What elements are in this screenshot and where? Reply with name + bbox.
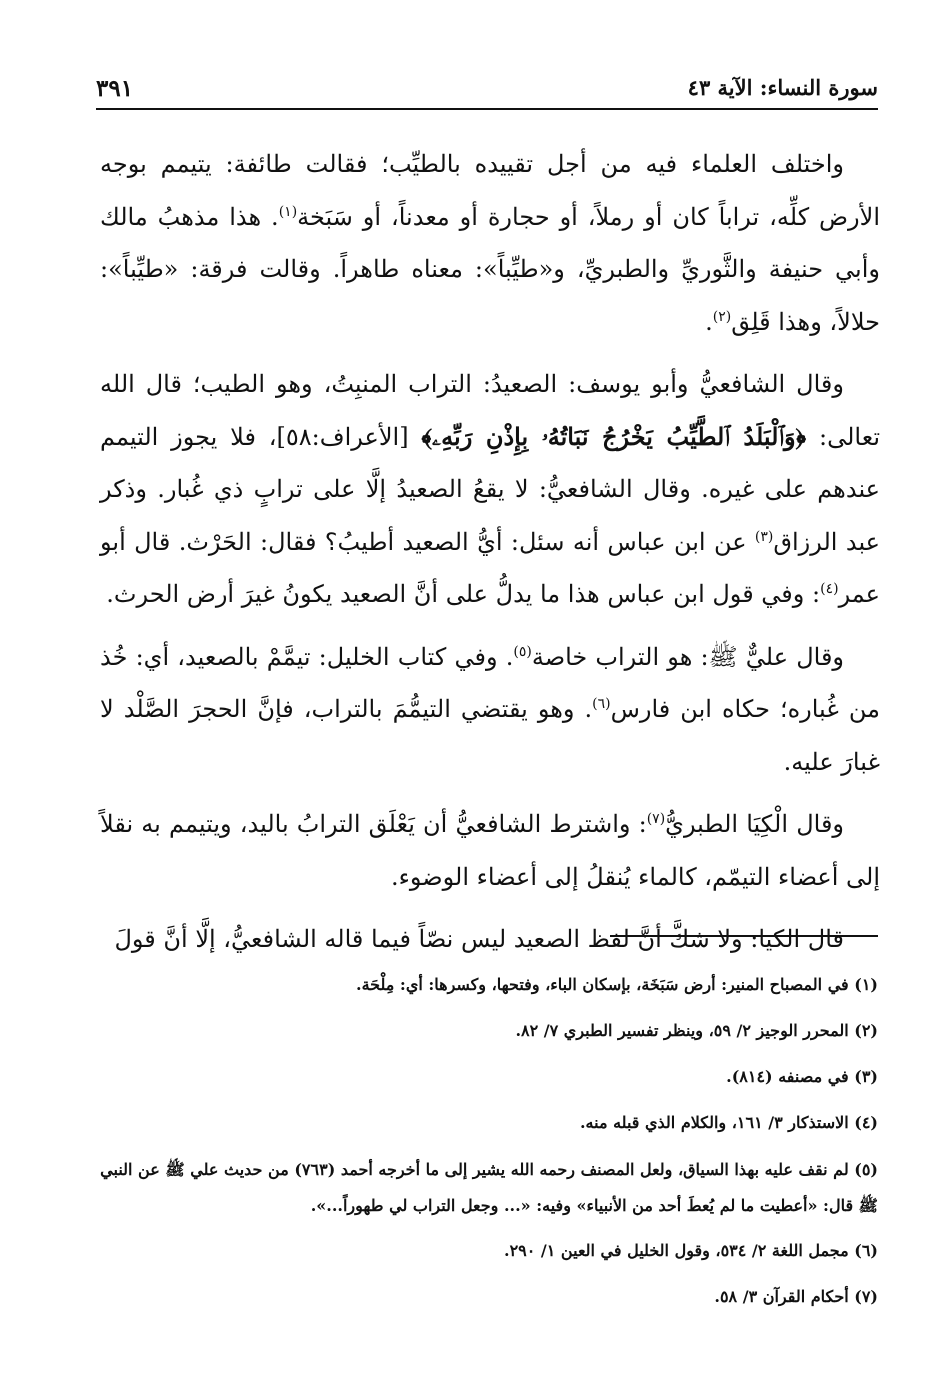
footnote: (٦) مجمل اللغة ٢/ ٥٣٤، وقول الخليل في العين ١/ ٢٩٠.: [503, 1241, 878, 1260]
text-run: . وفي كتاب الخليل: تيمَّمْ بالصعيد، أي: خُذ من غُباره؛ حكاه ابن فارس: [100, 642, 880, 723]
text-run: وقال الشافعيُّ وأبو يوسف: الصعيدُ: التراب المنبِتُ، وهو الطيب؛ قال الله تعالى:: [100, 370, 881, 451]
footnote: (٤) الاستذكار ٣/ ١٦١، والكلام الذي قبله منه.: [579, 1113, 878, 1132]
paragraph: [100, 798, 880, 903]
text-run: . هذا مذهبُ مالك وأبي حنيفة والثَّوريِّ والطبريِّ، و«طيِّباً»: معناه طاهراً. وقالت فرقة: «طيِّباً»: حلالاً، وهذا قَلِق: [100, 202, 880, 336]
footnote: (٧) أحكام القرآن ٣/ ٥٨.: [714, 1287, 878, 1306]
footnote: (٣) في مصنفه (٨١٤).: [726, 1067, 878, 1086]
footnote: (٢) المحرر الوجيز ٢/ ٥٩، وينظر تفسير الطبري ٧/ ٨٢.: [515, 1021, 878, 1040]
paragraph: [100, 358, 880, 621]
text-run: .: [705, 307, 713, 336]
page-number: ٣٩١: [96, 75, 134, 102]
footnote-ref: (١): [278, 203, 298, 220]
main-text: [100, 138, 880, 966]
footnote-ref: (٢): [712, 308, 732, 325]
text-run: وقال الْكِيَا الطبريُّ: [665, 810, 845, 838]
footnote-ref: (٥): [513, 643, 532, 660]
text-run: وقال عليٌّ ﷺ: هو التراب خاصة: [531, 642, 844, 671]
footnote-ref: (٤): [820, 581, 839, 597]
footnote: (٥) لم نقف عليه بهذا السياق، ولعل المصنف رحمه الله يشير إلى ما أخرجه أحمد (٧٦٣) من حديث علي ﷺ عن النبي ﷺ قال: «أعطيت ما لم يُعطَ أحد من الأنبياء» وفيه: «... وجعل التراب لي طهوراً...».: [100, 1160, 878, 1215]
paragraph: [100, 913, 880, 966]
text-run: : وفي قول ابن عباس هذا ما يدلُّ على أنَّ الصعيد يكونُ غيرَ أرض الحرث.: [106, 580, 821, 608]
paragraph: [100, 138, 880, 348]
footnote-ref: (٦): [592, 696, 611, 712]
footnotes: [88, 962, 878, 1320]
footnote-separator: [610, 935, 878, 937]
footnote-ref: (٧): [646, 811, 666, 827]
text-run: . وهو يقتضي التيمُّمَ بالتراب، فإنَّ الحجرَ الصَّلْد لا غبارَ عليه.: [100, 695, 880, 776]
text-run: واختلف العلماء فيه من أجل تقييده بالطيِّب؛ فقالت طائفة: يتيمم بوجه الأرض كلِّه، تراباً كان أو رملاً، أو حجارة أو معدناً، أو سَبَخة: [100, 150, 881, 231]
text-run: : واشترط الشافعيُّ أن يَعْلَق الترابُ باليد، ويتيمم به نقلاً إلى أعضاء التيمّم، كالماء يُنقلُ إلى أعضاء الوضوء.: [100, 810, 880, 891]
text-run: [الأعراف:٥٨]، فلا يجوز التيمم عندهم على غيره. وقال الشافعيُّ: لا يقعُ الصعيدُ إلَّا على ترابٍ ذي غُبار. وذكر عبد الرزاق: [100, 422, 880, 556]
text-run: قال الكيا: ولا شكَّ أنَّ لفظ الصعيد ليس نصّاً فيما قاله الشافعيُّ، إلَّا أنَّ قولَ: [114, 925, 844, 953]
page-header: [96, 62, 878, 110]
footnote: (١) في المصباح المنير: أرض سَبَخَة، بإسكان الباء، وفتحها، وكسرها: أي: مِلْحَة.: [356, 975, 878, 994]
text-run: عن ابن عباس أنه سئل: أيُّ الصعيد أطيبُ؟ فقال: الحَرْث. قال أبو عمر: [100, 527, 880, 608]
surah-title: سورة النساء: الآية ٤٣: [687, 75, 878, 100]
quran-verse: ﴿وَٱلْبَلَدُ ٱلطَّيِّبُ يَخْرُجُ نَبَاتُهُۥ بِإِذْنِ رَبِّهِۦ﴾: [421, 421, 807, 451]
paragraph: [100, 631, 880, 789]
footnote-ref: (٣): [754, 528, 774, 545]
